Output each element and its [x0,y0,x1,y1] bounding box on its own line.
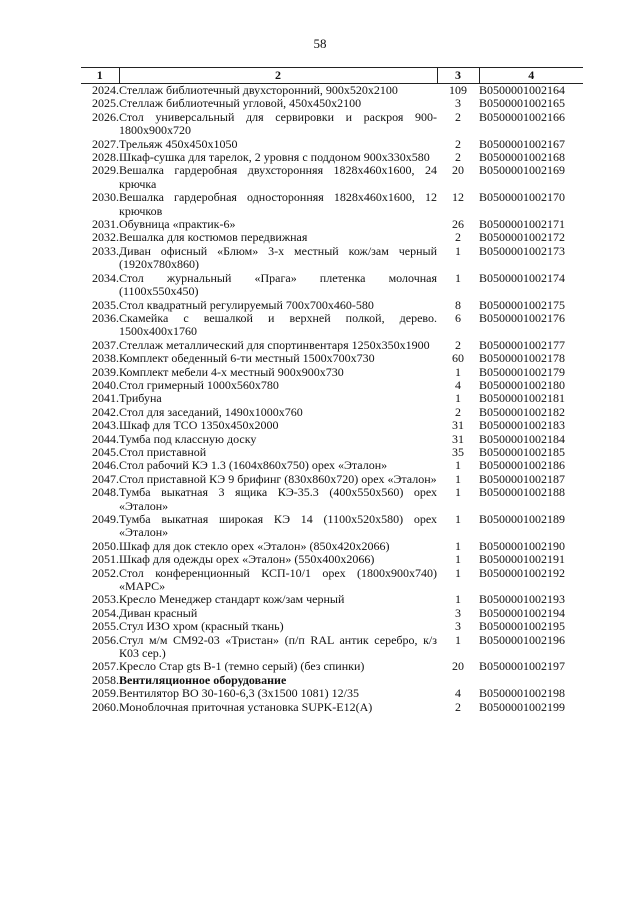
row-inventory-code: B0500001002190 [479,538,566,553]
row-number: 2043. [92,418,119,433]
row-inventory-code: B0500001002168 [479,150,566,165]
row-name: Стол универсальный для сервировки и раскроя 900-1800х900х720 [119,109,437,138]
table-row [81,138,583,151]
row-quantity: 2 [455,150,461,165]
table-row [81,607,583,620]
row-number: 2025. [92,96,119,111]
row-number: 2058. [92,672,119,687]
row-name: Вешалка для костюмов передвижная [119,230,308,245]
row-inventory-code: B0500001002198 [479,686,566,701]
row-name: Тумба выкатная 3 ящика КЭ-35.3 (400х550х560) орех «Эталон» [119,485,437,513]
row-number: 2047. [92,471,119,486]
row-quantity: 60 [452,351,464,366]
row-number: 2037. [92,337,119,352]
table-row [81,567,583,594]
row-inventory-code: B0500001002175 [479,297,566,312]
row-inventory-code: B0500001002183 [479,418,566,433]
row-quantity: 1 [455,565,461,580]
row-name: Шкаф для док стекло орех «Эталон» (850х420х2066) [119,538,390,553]
row-name: Стеллаж металлический для спортинвентаря 1250х350х1900 [119,337,430,352]
row-name: Стол журнальный «Прага» плетенка молочная (1100х550х450) [119,270,437,299]
row-quantity: 4 [455,377,461,392]
row-inventory-code: B0500001002188 [479,485,566,500]
row-number: 2029. [92,163,119,178]
row-quantity: 35 [452,444,464,459]
row-quantity: 12 [452,190,464,205]
row-quantity: 1 [455,243,461,258]
table-row [81,701,583,714]
row-number: 2030. [92,190,119,205]
row-name: Стул м/м СМ92-03 «Тристан» (п/п RAL антик серебро, к/з К03 сер.) [119,632,437,661]
row-inventory-code: B0500001002181 [479,391,566,406]
row-inventory-code: B0500001002179 [479,364,566,379]
table-row [81,164,583,191]
table-row [81,339,583,352]
row-name: Тумба под классную доску [119,431,257,446]
row-name: Диван красный [119,605,198,620]
row-inventory-code: B0500001002165 [479,96,566,111]
row-number: 2027. [92,136,119,151]
row-number: 2028. [92,150,119,165]
table-body [81,84,583,715]
row-quantity: 109 [449,83,467,97]
row-quantity: 31 [452,418,464,433]
row-inventory-code: B0500001002176 [479,310,566,325]
table-row [81,379,583,392]
row-inventory-code: B0500001002174 [479,270,566,285]
row-inventory-code: B0500001002186 [479,458,566,473]
row-inventory-code: B0500001002199 [479,699,566,714]
row-inventory-code: B0500001002172 [479,230,566,245]
row-number: 2048. [92,485,119,500]
row-inventory-code: B0500001002178 [479,351,566,366]
row-quantity: 6 [455,310,461,325]
row-inventory-code: B0500001002164 [479,83,566,97]
table-row [81,151,583,164]
row-inventory-code [479,674,583,687]
row-quantity: 8 [455,297,461,312]
row-quantity: 2 [455,699,461,714]
row-quantity: 3 [455,605,461,620]
row-inventory-code: B0500001002192 [479,565,566,580]
row-number: 2033. [92,243,119,258]
table-row [81,486,583,513]
row-name: Стол приставной [119,444,207,459]
table-row [81,553,583,566]
table-row [81,620,583,633]
row-number: 2040. [92,377,119,392]
table-row [81,406,583,419]
row-quantity: 4 [455,686,461,701]
row-number: 2035. [92,297,119,312]
row-quantity: 31 [452,431,464,446]
row-number: 2060. [92,699,119,714]
header-col-2: 2 [119,68,437,84]
row-name: Стол конференционный КСП-10/1 орех (1800х900х740) «МАРС» [119,565,437,594]
row-inventory-code: B0500001002184 [479,431,566,446]
row-inventory-code: B0500001002180 [479,377,566,392]
header-col-4: 4 [479,68,583,84]
row-inventory-code: B0500001002167 [479,136,566,151]
table-row [81,419,583,432]
row-inventory-code: B0500001002177 [479,337,566,352]
table-row [81,97,583,110]
row-number: 2052. [92,565,119,580]
row-number: 2057. [92,659,119,674]
row-name: Диван офисный «Блюм» 3-х местный кож/зам черный (1920х780х860) [119,243,437,272]
row-quantity: 1 [455,458,461,473]
table-row [81,111,583,138]
table-row [81,352,583,365]
row-quantity: 3 [455,96,461,111]
table-row [81,687,583,700]
row-number: 2041. [92,391,119,406]
table-row [81,84,583,98]
table-row [81,245,583,272]
row-quantity: 2 [455,404,461,419]
row-name: Стол квадратный регулируемый 700х700х460-580 [119,297,374,312]
row-name: Вешалка гардеробная двухсторонняя 1828х460х1600, 24 крючка [119,163,437,191]
row-name: Вентилятор ВО 30-160-6,3 (3х1500 1081) 12/35 [119,686,359,701]
row-inventory-code: B0500001002187 [479,471,566,486]
table-row [81,660,583,673]
row-inventory-code: B0500001002173 [479,243,566,258]
row-name: Стол рабочий КЭ 1.3 (1604х860х750) орех «Эталон» [119,458,388,473]
row-name: Моноблочная приточная установка SUPK-E12(A) [119,699,373,714]
row-inventory-code: B0500001002166 [479,109,566,124]
row-quantity: 1 [455,592,461,607]
row-number: 2051. [92,552,119,567]
row-quantity: 1 [455,270,461,285]
row-name: Трибуна [119,391,162,406]
row-inventory-code: B0500001002195 [479,619,566,634]
row-name: Скамейка с вешалкой и верхней полкой, дерево. 1500х400х1760 [119,310,437,339]
row-name: Кресло Менеджер стандарт кож/зам черный [119,592,345,607]
table-row [81,312,583,339]
row-name: Стол для заседаний, 1490х1000х760 [119,404,303,419]
row-quantity: 2 [455,337,461,352]
row-quantity: 1 [455,364,461,379]
row-number: 2055. [92,619,119,634]
row-inventory-code: B0500001002191 [479,552,566,567]
row-inventory-code: B0500001002189 [479,512,566,526]
row-number: 2050. [92,538,119,553]
table-row [81,299,583,312]
inventory-table [81,67,583,714]
row-number: 2046. [92,458,119,473]
row-inventory-code: B0500001002170 [479,190,566,205]
row-inventory-code: B0500001002185 [479,444,566,459]
row-quantity: 1 [455,538,461,553]
table-row [81,392,583,405]
row-name: Комплект мебели 4-х местный 900х900х730 [119,364,344,379]
row-number: 2044. [92,431,119,446]
table-row [81,513,583,540]
row-name: Стол приставной КЭ 9 брифинг (830х860х720) орех «Эталон» [119,471,437,486]
row-name: Стеллаж библиотечный угловой, 450х450х2100 [119,96,362,111]
row-name: Вентиляционное оборудование [119,672,287,687]
row-inventory-code: B0500001002193 [479,592,566,607]
row-name: Стул ИЗО хром (красный ткань) [119,619,284,634]
row-number: 2042. [92,404,119,419]
row-quantity: 1 [455,471,461,486]
row-number: 2031. [92,217,119,232]
row-number: 2049. [92,512,119,526]
table-row [81,473,583,486]
table-row [81,191,583,218]
row-quantity: 2 [455,230,461,245]
row-number: 2039. [92,364,119,379]
row-number: 2024. [92,83,119,97]
row-name: Вешалка гардеробная односторонняя 1828х460х1600, 12 крючков [119,190,437,218]
row-inventory-code: B0500001002196 [479,632,566,647]
row-number: 2053. [92,592,119,607]
row-inventory-code: B0500001002169 [479,163,566,178]
table-row [81,446,583,459]
row-quantity: 3 [455,619,461,634]
row-name: Шкаф для ТСО 1350х450х2000 [119,418,279,433]
row-quantity: 20 [452,163,464,178]
row-name: Комплект обеденный 6-ти местный 1500х700х730 [119,351,375,366]
page-number: 58 [313,36,327,51]
table-row [81,272,583,299]
row-name: Тумба выкатная широкая КЭ 14 (1100х520х580) орех «Эталон» [119,512,437,540]
table-row [81,433,583,446]
row-inventory-code: B0500001002171 [479,217,566,232]
row-name: Кресло Стар gts В-1 (темно серый) (без спинки) [119,659,365,674]
header-col-1: 1 [81,68,119,84]
row-number: 2034. [92,270,119,285]
row-number: 2026. [92,109,119,124]
table-row [81,674,583,687]
row-name: Стол гримерный 1000х560х780 [119,377,279,392]
table-row [81,231,583,244]
row-number: 2038. [92,351,119,366]
row-number: 2056. [92,632,119,647]
row-number: 2045. [92,444,119,459]
table-row [81,218,583,231]
row-name: Шкаф-сушка для тарелок, 2 уровня с поддоном 900х330х580 [119,150,430,165]
row-quantity: 1 [455,391,461,406]
row-quantity: 2 [455,109,461,124]
row-quantity: 26 [452,217,464,232]
row-number: 2059. [92,686,119,701]
table-row [81,634,583,661]
row-inventory-code: B0500001002194 [479,605,566,620]
row-name: Шкаф для одежды орех «Эталон» (550х400х2066) [119,552,375,567]
row-quantity: 1 [455,632,461,647]
table-row [81,459,583,472]
row-quantity: 1 [455,552,461,567]
table-row [81,366,583,379]
row-quantity: 1 [455,485,461,500]
table-row [81,593,583,606]
row-quantity: 20 [452,659,464,674]
row-quantity: 1 [455,512,461,526]
row-number: 2036. [92,310,119,325]
row-number: 2032. [92,230,119,245]
row-number: 2054. [92,605,119,620]
header-col-3: 3 [437,68,479,84]
row-quantity: 2 [455,136,461,151]
row-name: Стеллаж библиотечный двухсторонний, 900х520х2100 [119,83,398,97]
row-quantity [437,674,479,687]
row-name: Трельяж 450х450х1050 [119,136,238,151]
row-inventory-code: B0500001002197 [479,659,566,674]
row-inventory-code: B0500001002182 [479,404,566,419]
table-row [81,540,583,553]
table-header-row [81,68,583,84]
row-name: Обувница «практик-6» [119,217,236,232]
